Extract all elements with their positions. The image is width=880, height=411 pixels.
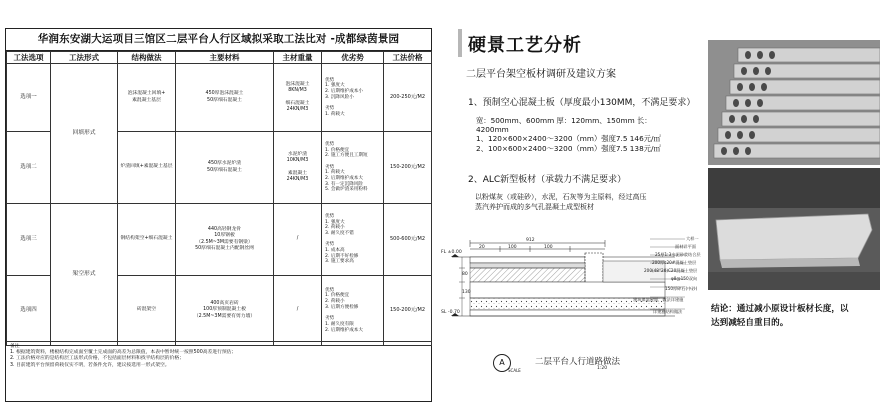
spec-line: 1、120×600×2400～3200（mm）强度7.5 146元/㎡: [476, 134, 661, 144]
materials-cell-line: （2.5M~3M需要有剪力墙）: [193, 313, 256, 319]
note-line: 2. 工法价格对应的是结构层工法形式价格，不包括面层材料和找平结构层的价格；: [10, 356, 184, 362]
col-header-option: 工法选项: [7, 52, 51, 64]
col-header-price: 工法价格: [384, 52, 432, 64]
layer-label: 200厚c20#混凝土垫层: [652, 260, 697, 265]
weight-cell-line: 素混凝土: [287, 170, 308, 176]
pros-cons-cell-line: 劣势: [325, 242, 335, 248]
pros-cons-cell-line: 2. 后期维护成本小: [325, 88, 364, 94]
weight-cell-line: 24KN/M3: [286, 106, 309, 112]
pros-cons-cell-line: 优势: [325, 77, 335, 83]
conclusion-line: 达到减轻自重目的。: [711, 317, 789, 328]
materials-cell-line: 50厚细石混凝土: [207, 97, 242, 103]
heading-accent-bar: [458, 29, 462, 57]
weight-cell-line: 8KN/M3: [288, 88, 307, 94]
layer-label: 面材详平面: [675, 244, 696, 249]
weight-cell-line: /: [296, 307, 299, 313]
materials-cell-line: 100厚预制混凝土板: [203, 307, 246, 313]
pros-cons-cell-line: 2. 施工方便且工期短: [325, 153, 368, 159]
note-line: 备注: [10, 344, 20, 349]
pros-cons-cell-line: 劣势: [325, 106, 335, 112]
layer-label: φ8@150双向: [671, 276, 697, 281]
pros-cons-cell: [322, 276, 384, 346]
price-cell: 150-200元/M2: [384, 276, 432, 346]
price-cell: 500-600元/M2: [384, 204, 432, 276]
price-cell: 150-200元/M2: [384, 132, 432, 204]
weight-cell-line: /: [296, 236, 299, 242]
weight-cell-line: 水泥炉渣: [287, 151, 308, 157]
materials-cell: [176, 132, 274, 204]
floor-level-mark: FL ±0.00: [441, 250, 462, 255]
conclusion-text: [711, 303, 849, 330]
pros-cons-cell-line: 1. 耐久度有限: [325, 321, 354, 327]
pros-cons-cell: [322, 132, 384, 204]
hollow-slab-stack-image: [708, 40, 880, 165]
layer-label: 150厚碎石(中砂): [665, 286, 698, 291]
pros-cons-cell-line: 优势: [325, 141, 335, 147]
pros-cons-cell-line: 2. 荷载小: [325, 299, 345, 305]
weight-cell-line: 细石混凝土: [285, 100, 310, 106]
comparison-grid: [6, 51, 432, 346]
option-cell: 选项三: [7, 204, 51, 276]
detail-marker: A: [493, 354, 511, 372]
table-title: 华润东安湖大运项目三馆区二层平台人行区域拟采取工法比对 -成都绿茵景园: [6, 29, 431, 51]
drawing-caption: 二层平台人行道路做法: [535, 357, 621, 367]
col-header-pros-cons: 优劣势: [322, 52, 384, 64]
materials-cell: [176, 64, 274, 132]
drawing-dimension: 20: [479, 245, 485, 250]
pros-cons-cell-line: 优势: [325, 287, 335, 293]
slab-level-mark: SL -0.70: [441, 310, 460, 315]
structure-cell: [118, 276, 176, 346]
drawing-dimension: 100: [544, 245, 553, 250]
weight-cell: [274, 132, 322, 204]
pros-cons-cell-line: 1. 价格便宜: [325, 293, 350, 299]
spec-line: 宽：500mm、600mm 厚：120mm、150mm 长：: [476, 116, 652, 125]
drawing-dimension: 130: [462, 290, 471, 295]
pros-cons-cell-line: 1. 成本高: [325, 248, 345, 254]
structure-cell-line: 钢结构架空+细石混凝土: [120, 236, 173, 242]
header-row: [7, 52, 432, 64]
option-cell: 选项二: [7, 132, 51, 204]
layer-label: 200(48°20)C20混凝土垫层: [644, 268, 698, 273]
structure-cell: [118, 204, 176, 276]
weight-cell-line: 10KN/M3: [286, 158, 309, 164]
pros-cons-cell-line: 3. 有一定沉降风险: [325, 181, 364, 187]
table-row: [7, 64, 432, 132]
hollow-slab-stack-photo: [708, 40, 880, 165]
pros-cons-cell-line: 3. 耐久度不错: [325, 230, 354, 236]
pros-cons-cell-line: 劣势: [325, 164, 335, 170]
method-comparison-table: [5, 28, 432, 402]
col-header-weight: 主材重量: [274, 52, 322, 64]
hollow-slab-specs: [476, 116, 661, 153]
weight-cell: [274, 276, 322, 346]
section-heading: 硬景工艺分析: [468, 35, 582, 56]
materials-cell-line: 50厚细石混凝土内配钢丝网: [195, 245, 254, 251]
pros-cons-cell-line: 3. 后期方便检修: [325, 304, 359, 310]
pros-cons-cell-line: 优势: [325, 213, 335, 219]
pros-cons-cell-line: 1. 强度大: [325, 83, 345, 89]
pros-cons-cell-line: 2. 荷载小: [325, 225, 345, 231]
pros-cons-cell-line: 3. 沉降风险小: [325, 94, 354, 100]
materials-cell: [176, 276, 274, 346]
weight-cell-line: 泡沫混凝土: [285, 81, 310, 87]
layer-label: 大样一: [686, 236, 699, 241]
drawing-dimension: 80: [462, 272, 468, 277]
hollow-slab-title: 1、预制空心混凝土板（厚度最小130MM，不满足要求）: [468, 98, 696, 108]
col-header-materials: 主要材料: [176, 52, 274, 64]
price-cell: 200-250元/M2: [384, 64, 432, 132]
table-row: [7, 204, 432, 276]
col-header-form: 工法形式: [51, 52, 118, 64]
alc-board-description: [475, 193, 647, 212]
pros-cons-cell-line: 2. 后期维护成本大: [325, 176, 364, 182]
spec-line: 4200mm: [476, 125, 509, 135]
detail-marker-sub: SCALE: [508, 368, 521, 373]
note-line: 1. 根据建筑资料，楼板结构完成面至覆土完成面的高差为总限值，本表中暂时统一按照500高差进行预估；: [10, 350, 237, 356]
structure-cell-line: 泡沫混凝土回填+: [127, 91, 166, 97]
option-cell: 选项四: [7, 276, 51, 346]
alc-board-photo: [708, 168, 880, 290]
materials-cell-line: 450厚泡沫混凝土: [205, 91, 244, 97]
weight-cell-line: 24KN/M3: [286, 176, 309, 182]
weight-cell: [274, 64, 322, 132]
materials-cell-line: 440高轻钢龙骨: [207, 227, 242, 233]
materials-cell-line: （2.5M~3M需要有钢梁）: [196, 239, 253, 245]
note-line: 3. 目前建筑平台预留荷载仅实不明，若条件允许，建议按选用一形式架空。: [10, 362, 170, 368]
materials-cell-line: 450厚水泥炉渣: [207, 161, 242, 167]
pros-cons-cell: [322, 64, 384, 132]
description-line: 蒸汽养护而成的多气孔混凝土成型板材: [475, 202, 594, 211]
pros-cons-cell-line: 2. 后期维护成本大: [325, 327, 364, 333]
conclusion-line: 结论：通过减小原设计板材长度，以: [711, 304, 849, 314]
materials-cell-line: 400高页岩砖: [210, 301, 239, 307]
pros-cons-cell-line: 1. 荷载大: [325, 111, 345, 117]
weight-cell: [274, 204, 322, 276]
drawing-scale: 1:20: [597, 366, 608, 371]
pros-cons-cell-line: 3. 施工要求高: [325, 259, 354, 265]
pros-cons-cell-line: 1. 强度大: [325, 219, 345, 225]
materials-cell-line: 50厚细石混凝土: [207, 167, 242, 173]
structure-cell: [118, 132, 176, 204]
drawing-dimension: 912: [526, 238, 535, 243]
structure-cell-line: 砖混架空: [136, 307, 157, 313]
form-group-cell: 回填形式: [51, 64, 118, 204]
pros-cons-cell: [322, 204, 384, 276]
layer-label: 25厚1:3水泥砂浆结合层: [655, 252, 701, 257]
layer-label: 详建施结构做法: [653, 309, 683, 314]
alc-board-title: 2、ALC新型板材（承载力不满足要求）: [468, 175, 627, 185]
pros-cons-cell-line: 1. 价格便宜: [325, 147, 350, 153]
drawing-dimension: 100: [508, 245, 517, 250]
option-cell: 选项一: [7, 64, 51, 132]
col-header-structure: 结构做法: [118, 52, 176, 64]
materials-cell: [176, 204, 274, 276]
form-group-cell: 架空形式: [51, 204, 118, 346]
pros-cons-cell-line: 5. 会做炉渣采用粉料: [325, 187, 368, 193]
structure-cell: [118, 64, 176, 132]
layer-label: 建筑保温屋面，做法详建施: [633, 297, 684, 302]
pros-cons-cell-line: 1. 荷载大: [325, 170, 345, 176]
pros-cons-cell-line: 2. 后期不好检修: [325, 253, 359, 259]
alc-board-image: [708, 168, 880, 290]
spec-line: 2、100×600×2400～3200（mm）强度7.5 138元/㎡: [476, 143, 661, 153]
structure-cell-line: 素混凝土基层: [132, 97, 161, 103]
section-subheading: 二层平台架空板材调研及建议方案: [466, 69, 616, 80]
materials-cell-line: 10厚钢板: [214, 233, 235, 239]
table-notes: [6, 341, 431, 401]
structure-cell-line: 炉渣回填+素混凝土基层: [120, 164, 173, 170]
pros-cons-cell-line: 劣势: [325, 316, 335, 322]
description-line: 以粉煤灰（或硅砂），水泥，石灰等为主原料，经过高压: [475, 193, 647, 201]
